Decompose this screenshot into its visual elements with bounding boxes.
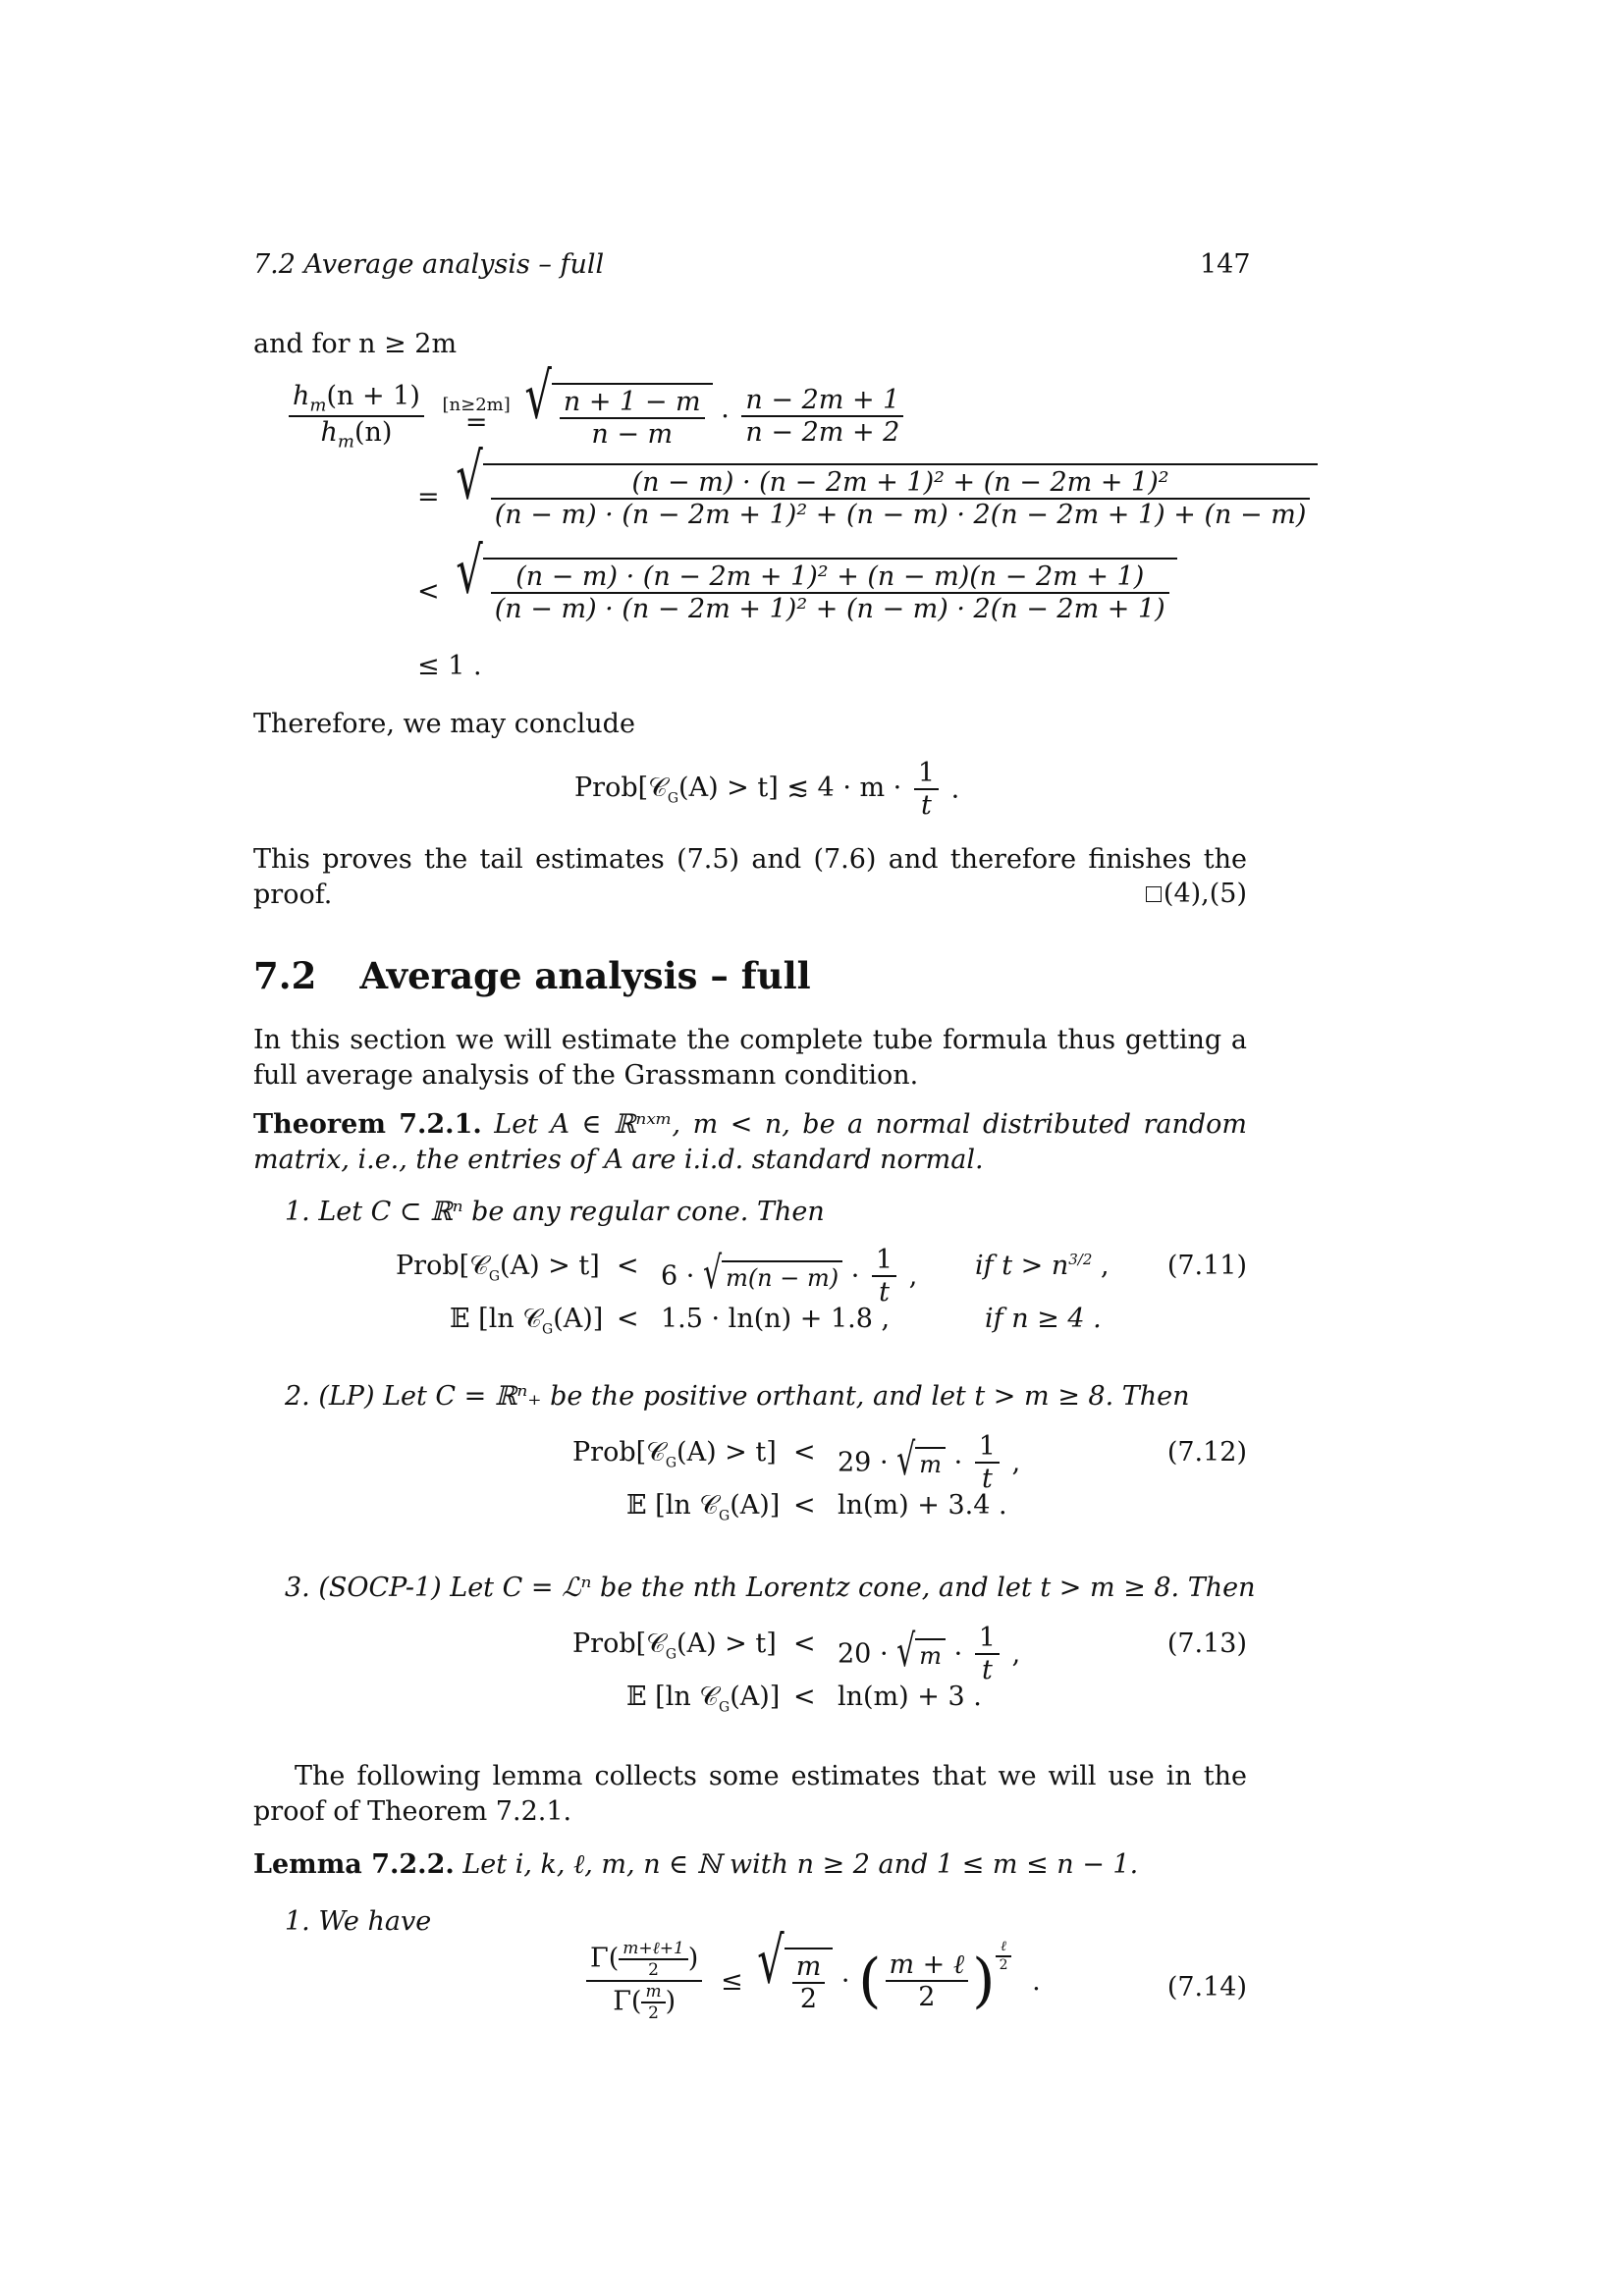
theorem-item-1: 1. Let C ⊂ ℝⁿ be any regular cone. Then [285, 1197, 825, 1227]
lemma-statement: Lemma 7.2.2. Let i, k, ℓ, m, n ∈ ℕ with n ≥ 2 and 1 ≤ m ≤ n − 1. [253, 1849, 1139, 1880]
therefore-line: Therefore, we may conclude [253, 709, 635, 739]
equation-number-7-11: (7.11) [1166, 1251, 1247, 1281]
sqrt-row-1: √ $\frac{n + 1 - m}{n - m}$ [524, 383, 712, 450]
section-heading: 7.2 Average analysis – full [253, 954, 811, 997]
derivation-row-3: < √ $\frac{\text{(n − m) · (n − 2m + 1)² + (n − m)(n − 2m + 1)}}{\text{(n − m) · (n − 2m + 1)² + (n − m) · 2(n − 2m + 1)}}$ [417, 558, 1177, 624]
proof-conclusion-text: This proves the tail estimates (7.5) and (7.6) and therefore finishes the proof. [253, 844, 1247, 911]
intro-line: and for n ≥ 2m [253, 329, 458, 359]
gamma-ratio: Γ( $\frac{\text{m+ℓ+1}}{2}$ ) Γ( $\frac{m}{2}$ ) [586, 1939, 702, 2023]
section-intro: In this section we will estimate the complete tube formula thus getting a full average analysis of the Grassmann condition. [253, 1025, 1247, 1092]
equation-7-11: Prob[𝒞$_G$(A) > t] < 6 · √ m(n − m) · $\frac{1}{t}$ , if $t > n^{3/2}$ , (7.11) 𝔼 [ln 𝒞$_G$(A)] < 1.5 · ln(n) + 1.8 , if n ≥ 4 . [396, 1245, 1247, 1338]
qed-box-icon [1146, 886, 1162, 902]
lemma-item-1: 1. We have [285, 1906, 432, 1937]
qed-marker: (4),(5) [1129, 877, 1247, 912]
derivation-row-1: $\frac{h_m(n + 1)}{h_m(n)}$ [n≥2m] = √ $\frac{n + 1 - m}{n - m}$ · $\frac{n - 2m + 1}{n - 2m + 2}$ [285, 381, 907, 453]
equation-number-7-12: (7.12) [1166, 1437, 1247, 1468]
theorem-statement: Theorem 7.2.1. Let A ∈ ℝⁿˣᵐ, m < n, be a normal distributed random matrix, i.e., the entries of A are i.i.d. standard normal. [253, 1109, 1248, 1176]
tail-estimate-equation: Prob[𝒞$_G$(A) > t] ≲ 4 · m · $\frac{1}{t}$ . [574, 758, 960, 821]
condition-label: [n≥2m] [442, 395, 511, 416]
theorem-item-2: 2. (LP) Let C = ℝⁿ₊ be the positive orthant, and let t > m ≥ 8. Then [285, 1381, 1190, 1412]
equation-number-7-14: (7.14) [1166, 1972, 1247, 2002]
page-number: 147 [1200, 249, 1251, 280]
derivation-row-4: ≤ 1 . [417, 651, 482, 681]
equation-number-7-13: (7.13) [1166, 1629, 1247, 1659]
running-header-title: 7.2 Average analysis – full [253, 249, 605, 280]
derivation-row-2: = √ $\frac{\text{(n − m) · (n − 2m + 1)² + (n − 2m + 1)²}}{\text{(n − m) · (n − 2m + 1)² + (n − m) · 2(n − 2m + 1) + (n − m)}}$ [417, 463, 1318, 530]
theorem-item-3: 3. (SOCP-1) Let C = ℒⁿ be the nth Lorentz cone, and let t > m ≥ 8. Then [285, 1573, 1256, 1603]
equation-7-13: Prob[𝒞$_G$(A) > t] < 20 · √ m · $\frac{1}{t}$ , (7.13) 𝔼 [ln 𝒞$_G$(A)] < ln(m) + 3 . [572, 1623, 1247, 1716]
equation-7-14: Γ( $\frac{\text{m+ℓ+1}}{2}$ ) Γ( $\frac{m}{2}$ ) ≤ √ $\frac{m}{2}$ · ( $\frac{\text{m + ℓ}}{2}$ ) $\frac{\text{ℓ}}{2}$ . (7.14) [253, 1929, 1247, 2047]
lemma-intro: The following lemma collects some estimates that we will use in the proof of Theorem 7.2.1. [253, 1761, 1247, 1828]
equation-7-12: Prob[𝒞$_G$(A) > t] < 29 · √ m · $\frac{1}{t}$ , (7.12) 𝔼 [ln 𝒞$_G$(A)] < ln(m) + 3.4 . [572, 1431, 1247, 1524]
lhs-fraction: $\frac{h_m(n + 1)}{h_m(n)}$ [289, 381, 424, 453]
